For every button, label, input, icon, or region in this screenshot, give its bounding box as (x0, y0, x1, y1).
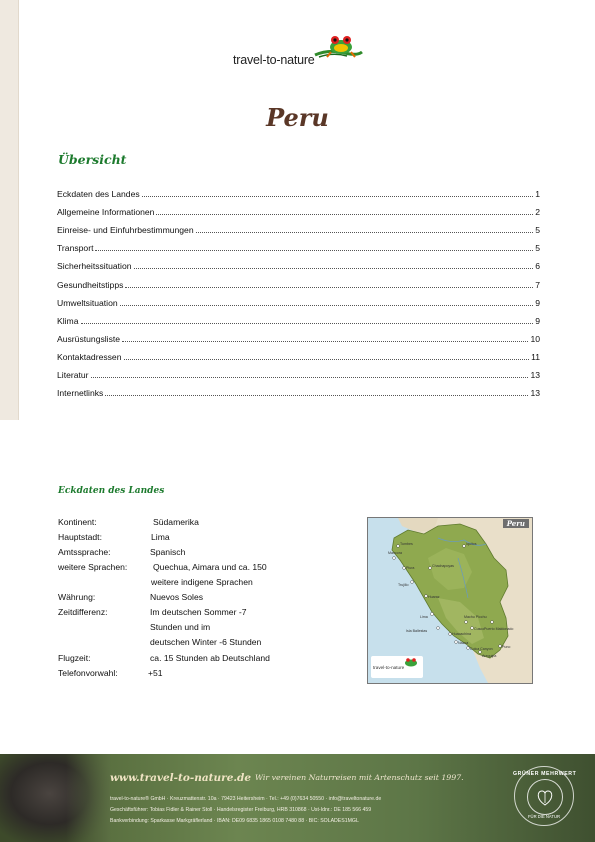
toc-page: 2 (535, 207, 540, 218)
toc-leader (81, 323, 534, 324)
toc-label: Sicherheitssituation (57, 261, 132, 272)
map-label: Huaraz (428, 595, 440, 599)
toc-page: 5 (535, 243, 540, 254)
fact-value: Spanisch (150, 547, 186, 557)
toc-page: 13 (530, 388, 540, 399)
toc-leader (91, 377, 529, 378)
fact-value: Südamerika (153, 517, 199, 527)
map-label: Arequipa (482, 654, 497, 658)
toc-entry[interactable] (57, 362, 540, 380)
badge-bottom-text: FÜR DIE NATUR (527, 814, 561, 819)
footer-address: travel-to-nature® GmbH · Kreuzmattenstr. 10a · 79423 Heitersheim · Tel.: +49 (0)7634 50550 · info@traveltonature.de (110, 796, 382, 802)
fact-label: weitere Sprachen: (58, 562, 128, 572)
fact-value: ca. 15 Stunden ab Deutschland (150, 653, 270, 663)
map-label: Huacachina (452, 632, 471, 636)
toc-entry[interactable] (57, 290, 540, 308)
toc-leader (142, 196, 534, 197)
toc-entry[interactable] (57, 199, 540, 217)
toc-leader (134, 268, 534, 269)
toc-leader (120, 305, 534, 306)
toc-leader (124, 359, 530, 360)
map-logo (371, 656, 423, 678)
toc-label: Internetlinks (57, 388, 104, 399)
toc-entry[interactable] (57, 308, 540, 326)
toc-label: Kontaktadressen (57, 351, 122, 362)
fact-value: Im deutschen Sommer -7 (150, 607, 247, 617)
map-label: Machu Picchu (464, 615, 487, 619)
toc-label: Gesundheitstipps (57, 279, 124, 290)
map-label: Mancora (388, 551, 402, 555)
toc-entry[interactable] (57, 344, 540, 362)
toc-label: Allgemeine Informationen (57, 207, 155, 218)
footer-registry: Geschäftsführer: Tobias Fidler & Rainer Stoll · Handelsregister Freiburg, HRB 310868 · Ust-Idnr.: DE 185 566 459 (110, 807, 372, 813)
fact-label: Amtssprache: (58, 547, 111, 557)
map-label: Puerto Maldonado (484, 627, 514, 631)
fact-value: Quechua, Aimara und ca. 150 (153, 562, 267, 572)
map-label: Iquitos (466, 542, 477, 546)
side-strip (0, 0, 19, 420)
map-label: Trujillo (398, 583, 409, 587)
toc-entry[interactable] (57, 380, 540, 398)
map-label: Puno (502, 645, 511, 649)
frog-icon (311, 33, 363, 63)
toc-label: Ausrüstungsliste (57, 333, 121, 344)
toc-page: 1 (535, 189, 540, 200)
map-label: Cusco (474, 627, 485, 631)
toc-entry[interactable] (57, 181, 540, 199)
toc-leader (122, 341, 528, 342)
toc-leader (95, 250, 533, 251)
toc-entry[interactable] (57, 235, 540, 253)
fact-value: weitere indigene Sprachen (151, 577, 253, 587)
footer-bank: Bankverbindung: Sparkasse Markgräflerland · IBAN: DE09 6835 1865 0108 7480 88 · BIC: SOLADES1MGL (110, 818, 359, 824)
footer-url[interactable]: www.travel-to-nature.de (110, 772, 252, 784)
toc-entry[interactable] (57, 217, 540, 235)
toc-label: Umweltsituation (57, 297, 118, 308)
fact-value: deutschen Winter -6 Stunden (150, 637, 262, 647)
map-title: Peru (503, 519, 529, 528)
fact-label: Zeitdifferenz: (58, 607, 108, 617)
toc-page: 7 (535, 279, 540, 290)
toc-page: 11 (531, 351, 540, 362)
map-label: Nazca (458, 641, 469, 645)
map-logo-text: travel-to-nature (373, 665, 405, 670)
toc-leader (196, 232, 534, 233)
facts-heading: Eckdaten des Landes (58, 486, 165, 496)
toc-leader (125, 287, 533, 288)
logo-text: travel-to-nature (233, 53, 315, 67)
toc-page: 6 (535, 261, 540, 272)
toc-page: 13 (530, 370, 540, 381)
fact-label: Flugzeit: (58, 653, 91, 663)
footer-banner (0, 754, 595, 842)
toc-leader (156, 214, 533, 215)
toc-page: 10 (530, 333, 540, 344)
fact-value: Lima (151, 532, 170, 542)
fact-label: Währung: (58, 592, 96, 602)
toc-label: Einreise- und Einfuhrbestimmungen (57, 225, 194, 236)
gorilla-photo (0, 754, 110, 842)
map-label: Chachapoyas (432, 564, 454, 568)
toc-label: Transport (57, 243, 94, 254)
fact-value: Nuevos Soles (150, 592, 204, 602)
fact-value: +51 (148, 668, 163, 678)
map-label: Lima (420, 615, 428, 619)
table-of-contents (57, 181, 540, 398)
map-label: Colca Canyon (470, 647, 493, 651)
fact-value: Stunden und im (150, 622, 211, 632)
green-value-badge (513, 766, 577, 826)
toc-entry[interactable] (57, 253, 540, 271)
toc-label: Klima (57, 315, 79, 326)
toc-page: 5 (535, 225, 540, 236)
toc-entry[interactable] (57, 326, 540, 344)
map-label: Tumbes (400, 542, 413, 546)
badge-top-text: GRÜNER MEHRWERT (513, 771, 577, 777)
travel-to-nature-logo (233, 33, 363, 73)
toc-page: 9 (535, 315, 540, 326)
page-title: Peru (266, 103, 329, 132)
overview-heading: Übersicht (58, 152, 127, 167)
toc-leader (105, 395, 528, 396)
toc-label: Eckdaten des Landes (57, 189, 140, 200)
toc-entry[interactable] (57, 271, 540, 289)
fact-label: Kontinent: (58, 517, 97, 527)
toc-page: 9 (535, 297, 540, 308)
fact-label: Hauptstadt: (58, 532, 102, 542)
toc-label: Literatur (57, 370, 89, 381)
leaf-heart-icon (527, 779, 563, 815)
map-label: Piura (406, 566, 415, 570)
map-label: Isla Ballestas (406, 629, 428, 633)
fact-label: Telefonvorwahl: (58, 668, 118, 678)
peru-map (367, 517, 533, 684)
footer-tagline: Wir vereinen Naturreisen mit Artenschutz seit 1997. (255, 773, 464, 782)
